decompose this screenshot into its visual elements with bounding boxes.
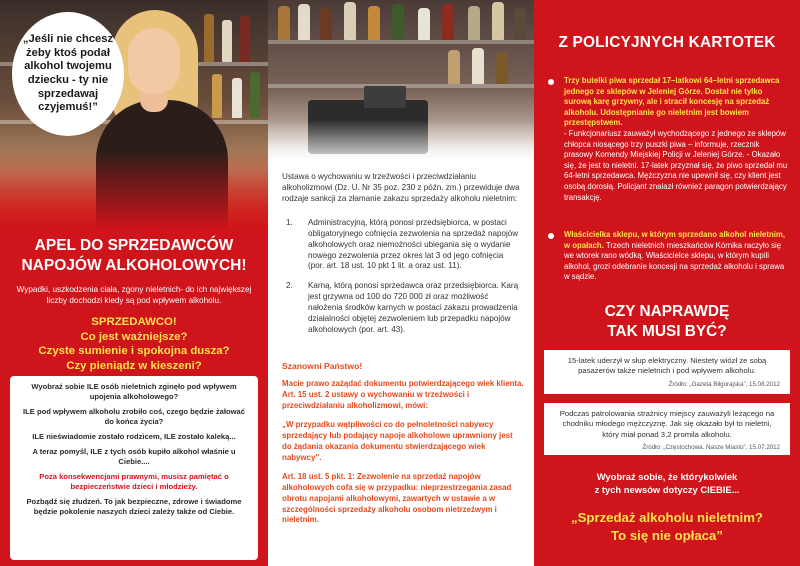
legal-paragraph: Art. 18 ust. 5 pkt. 1: Zezwolenie na sprzedaż napojów alkoholowych cofa się w przypadku: nieprzestrzegania zasad obrotu napojami alkoholowymi, zawartych w ustawie a w szczególności sprzedaży alkoholu osobom nietrzeźwym i nieletnim.: [282, 472, 512, 525]
slogan-line2: To się nie opłaca”: [611, 527, 723, 543]
legal-paragraph: Macie prawo zażądać dokumentu potwierdzającego wiek klienta. Art. 15 ust. 2 ustawy o wychowaniu w trzeźwości i przeciwdziałaniu alkoholizmowi, mówi:: [282, 379, 524, 410]
really-title-line1: CZY NAPRAWDĘ: [604, 303, 730, 320]
bullet-headline: Właścicielka sklepu, w którym sprzedano alkohol nieletnim, w opałach.: [564, 230, 785, 250]
right-panel: [534, 0, 800, 566]
appeal-title-line2: NAPOJÓW ALKOHOLOWYCH!: [21, 256, 247, 274]
police-files-title: Z POLICYJNYCH KARTOTEK: [558, 34, 776, 51]
bullet-body: Trzech nieletnich mieszkańców Kórnika raczyło się we wtorek rano wódką. Właścicielce sklepu, w którym kupili alkohol, grozi odebranie koncesji na sprzedaż alkoholu i sprawa w sądzie.: [564, 240, 785, 282]
sanctions-list: [286, 218, 520, 344]
news-bullet: [548, 76, 790, 203]
appeal-paragraph: ILE pod wpływem alkoholu zrobiło coś, czego będzie żałować do końca życia?: [23, 407, 245, 427]
question-line: Co jest ważniejsze?: [80, 330, 188, 343]
middle-panel: [268, 0, 534, 566]
list-item: [286, 218, 520, 272]
list-number: 2.: [286, 281, 293, 291]
news-box: [544, 403, 790, 455]
news-text: 15-latek uderzył w słup elektryczny. Niestety wiózł ze sobą pasażerów także nieletnich i pod wpływem alkoholu.: [567, 356, 767, 376]
left-panel: [0, 0, 268, 566]
list-number: 1.: [286, 218, 293, 227]
news-source: Źródło: „Gazeta Biłgorajska”, 15.08.2012: [668, 380, 780, 388]
bullet-body: - Funkcjonariusz zauważył wychodzącego z jednego ze sklepów chłopca niosącego trzy puszki piwa – informuje, rzecznik prasowy Komendy Miejskiej Policji w Jeleniej Górze. - Okazało się, że jest to nieletni. 17-latek przyznał się, że piwo sprzedał mu 64-letni sprzedawca. Mężczyzna nie upewnił się, czy klient jest osobą dorosłą. Policjant znalazł również paragon potwierdzający transakcję.: [564, 128, 788, 202]
slogan-line1: „Sprzedaż alkoholu nieletnim?: [571, 510, 763, 525]
news-source: Źródło: „Częstochowa. Nasze Miasto”, 15.07.2012: [642, 444, 780, 452]
bullet-icon: [548, 233, 554, 239]
question-line: Czyste sumienie i spokojna dusza?: [38, 345, 230, 358]
appeal-paragraph: ILE nieświadomie zostało rodzicem, ILE zostało kaleką...: [32, 432, 236, 442]
appeal-questions: [8, 315, 260, 373]
imagine-line2: z tych newsów dotyczy CIEBIE...: [594, 484, 740, 496]
law-intro: Ustawa o wychowaniu w trzeźwości i przeciwdziałaniu alkoholizmowi (Dz. U. Nr 35 poz. 230 z późn. zm.) przewiduje dwa rodzaje sankcji za złamanie zakazu sprzedaży alkoholu nieletnim:: [282, 172, 520, 203]
appeal-title: [8, 236, 260, 276]
bar-counter-photo: [268, 0, 534, 165]
news-text: Podczas patrolowania strażnicy miejscy zauważyli leżącego na chodniku młodego mężczyznę. Jak się okazało był to nieletni, który miał ponad 3,2 promila alkoholu.: [559, 409, 775, 439]
appeal-title-line1: APEL DO SPRZEDAWCÓW: [34, 237, 234, 254]
greeting-heading: Szanowni Państwo!: [282, 361, 363, 371]
list-text: Karną, którą ponosi sprzedawca oraz przedsiębiorca. Karą jest grzywna od 100 do 720 000 zł oraz możliwość nałożenia środków karnych w postaci zakazu prowadzenia działalności objętej zezwoleniem lub przepadku napojów alkoholowych (por. art. 43).: [308, 281, 519, 334]
really-title-line2: TAK MUSI BYĆ?: [607, 323, 727, 341]
appeal-paragraph-red: Poza konsekwencjami prawnymi, musisz pamiętać o bezpieczeństwie dzieci i młodzieży.: [39, 472, 229, 492]
quote-bubble: [12, 12, 124, 136]
appeal-intro: Wypadki, uszkodzenia ciała, zgony nieletnich- do ich największej liczby dochodzi kiedy są pod wpływem alkoholu.: [16, 285, 252, 306]
appeal-paragraph: A teraz pomyśl, ILE z tych osób kupiło alkohol właśnie u Ciebie....: [32, 447, 236, 467]
list-text: Administracyjną, którą ponosi przedsiębiorca, w postaci obligatoryjnego cofnięcia zezwolenia na sprzedaż napojów alkoholowych oraz niemożności ubiegania się o wydanie nowego zezwolenia przez okres lat 3 od jego cofnięcia (por. art. 18 ust. 10 pkt 1 lit. a oraz ust. 11).: [308, 218, 519, 271]
campaign-slogan: [534, 509, 800, 544]
appeal-paragraph: Pozbądź się złudzeń. To jak bezpieczne, zdrowe i świadome będzie pokolenie naszych dzieci zależy także od Ciebie.: [26, 497, 242, 517]
bullet-icon: [548, 79, 554, 85]
news-box: [544, 350, 790, 394]
really-title: [534, 302, 800, 342]
list-item: [286, 281, 520, 335]
news-bullet: [548, 230, 790, 283]
bullet-headline: Trzy butelki piwa sprzedał 17–latkowi 64–letni sprzedawca jednego ze sklepów w Jeleniej Górze. Dostał nie tylko surową karę grzywny, ale i stracił koncesję na sprzedaż alkoholu. Udostępnianie go nieletnim jest bowiem przestępstwem.: [564, 76, 780, 128]
appeal-paragraph: Wyobraź sobie ILE osób nieletnich zginęło pod wpływem upojenia alkoholowego?: [31, 382, 237, 402]
legal-paragraph: „W przypadku wątpliwości co do pełnoletności nabywcy sprzedający lub podający napoje alkoholowe uprawniony jest do żądania okazania dokumentu stwierdzającego wiek nabywcy”.: [282, 420, 513, 462]
question-line: SPRZEDAWCO!: [91, 316, 177, 328]
question-line: Czy pieniądz w kieszeni?: [66, 359, 202, 372]
quote-text: „Jeśli nie chcesz żeby ktoś podał alkohol twojemu dziecku - ty nie sprzedawaj czyjemuś!”: [22, 33, 114, 114]
legal-notes: [282, 379, 524, 535]
imagine-text: [534, 470, 800, 496]
imagine-line1: Wyobraź sobie, że którykolwiek: [596, 471, 738, 482]
appeal-box: [10, 376, 258, 560]
